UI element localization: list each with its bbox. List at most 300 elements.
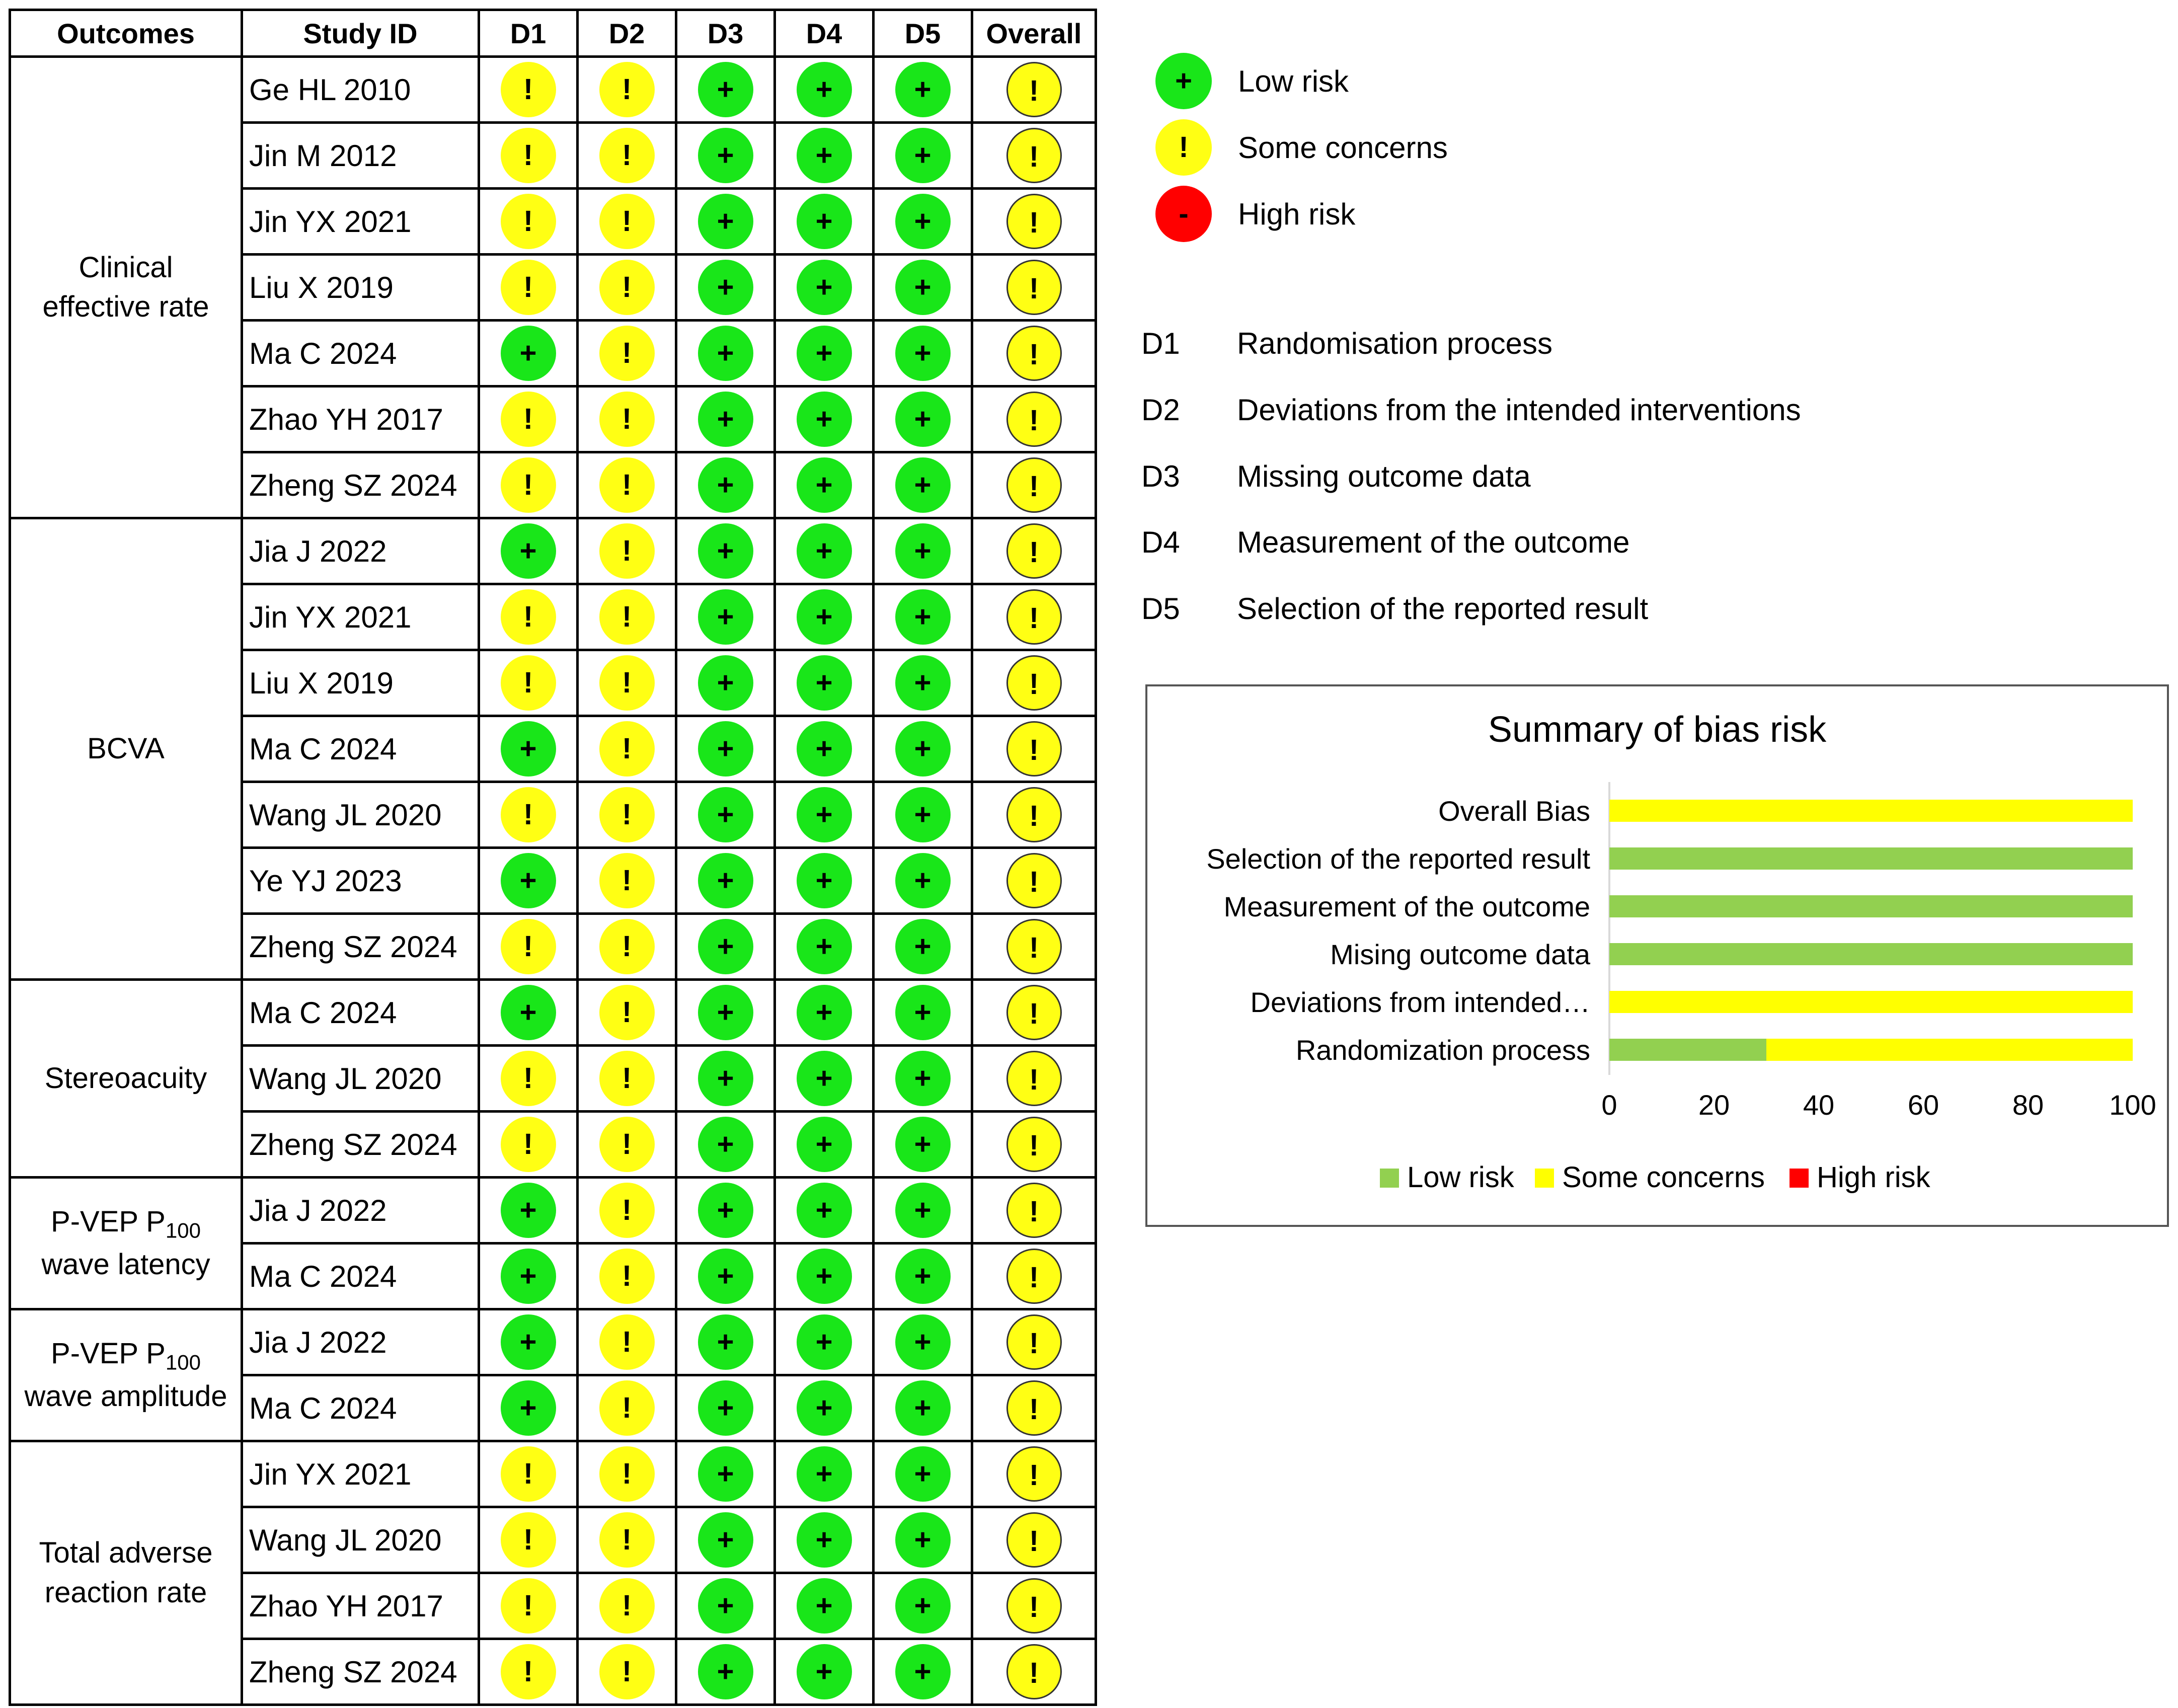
study-id: Ma C 2024 [242,1244,479,1309]
judgement-cell-overall [972,123,1096,189]
bar-segment-low-risk [1609,895,2133,917]
judgement-cell-d2 [578,452,676,518]
header-d5: D5 [874,10,972,57]
category-label: Overall Bias [1438,795,1590,827]
judgement-cell-d4 [775,1441,874,1507]
judgement-cell-d2 [578,1639,676,1705]
outcome-subscript: 100 [165,1350,201,1374]
some-concerns-dot-icon: ! [501,128,556,183]
judgement-cell-d2 [578,1046,676,1112]
some-concerns-dot-icon: ! [501,260,556,315]
some-concerns-dot-icon: ! [599,787,655,842]
judgement-cell-d4 [775,914,874,980]
domain-label: Deviations from the intended interventions [1237,393,1801,427]
low-risk-dot-icon: + [501,1183,556,1238]
judgement-cell-d5 [874,980,972,1046]
judgement-cell-overall [972,386,1096,452]
category-label: Deviations from intended… [1250,986,1590,1018]
judgement-cell-d1 [479,1507,578,1573]
study-id: Ge HL 2010 [242,57,479,123]
judgement-cell-d1 [479,1046,578,1112]
some-concerns-dot-icon: ! [599,1380,655,1436]
some-concerns-dot-icon: ! [1006,1314,1062,1370]
judgement-cell-d4 [775,1375,874,1441]
judgement-cell-d4 [775,189,874,255]
chart-title: Summary of bias risk [1488,710,1827,750]
low-risk-dot-icon: + [698,1446,753,1502]
low-risk-dot-icon: + [797,128,852,183]
low-risk-dot-icon: + [895,721,951,777]
table-header-row [10,10,1096,57]
header-d3: D3 [676,10,775,57]
outcome-label: Clinical effective rate [42,251,209,323]
judgement-cell-overall [972,716,1096,782]
judgement-cell-d3 [676,1639,775,1705]
judgement-cell-d1 [479,1375,578,1441]
low-risk-dot-icon: + [895,787,951,842]
outcome-label: P-VEP P [51,1205,166,1238]
low-risk-dot-icon: + [698,1380,753,1436]
table-row [10,518,1096,584]
low-risk-dot-icon: + [895,523,951,579]
domain-item-d2 [1141,393,1801,427]
some-concerns-dot-icon: ! [1006,787,1062,842]
low-risk-dot-icon: + [698,1512,753,1568]
some-concerns-dot-icon: ! [599,128,655,183]
low-risk-dot-icon: + [797,853,852,908]
some-concerns-dot-icon: ! [501,62,556,117]
judgement-cell-d5 [874,1112,972,1178]
low-risk-dot-icon: + [797,655,852,711]
judgement-cell-d4 [775,1046,874,1112]
low-risk-dot-icon: + [797,1380,852,1436]
bar-segment-low-risk [1609,943,2133,965]
low-risk-dot-icon: + [895,1578,951,1634]
study-id: Liu X 2019 [242,650,479,716]
judgement-cell-d1 [479,782,578,848]
x-tick-label: 60 [1907,1089,1939,1121]
legend-label-low: Low risk [1238,64,1349,98]
domain-label: Randomisation process [1237,327,1552,360]
some-concerns-dot-icon: ! [501,1512,556,1568]
low-risk-dot-icon: + [797,1249,852,1304]
low-risk-dot-icon: + [797,1183,852,1238]
judgement-cell-d4 [775,1309,874,1375]
judgement-cell-d4 [775,386,874,452]
judgement-cell-d3 [676,123,775,189]
some-concerns-dot-icon: ! [501,1644,556,1699]
summary-bar-chart [1147,686,2167,1225]
low-risk-dot-icon: + [797,1644,852,1699]
judgement-cell-d4 [775,980,874,1046]
some-concerns-dot-icon: ! [599,655,655,711]
some-concerns-dot-icon: ! [599,721,655,777]
low-risk-dot-icon: + [797,1446,852,1502]
judgement-cell-d4 [775,584,874,650]
low-risk-dot-icon: + [501,721,556,777]
low-risk-dot-icon: + [698,1249,753,1304]
low-risk-dot-icon: + [895,655,951,711]
legend-swatch [1535,1169,1554,1188]
outcome-cell [10,1309,242,1441]
some-concerns-dot-icon: ! [501,194,556,249]
judgement-cell-d2 [578,321,676,386]
some-concerns-dot-icon: ! [599,1051,655,1106]
legend-label-high: High risk [1238,197,1356,231]
legend-item-some [1155,119,1448,176]
domain-item-d1 [1141,326,1552,361]
low-risk-dot-icon: + [797,523,852,579]
some-concerns-dot-icon: ! [501,1446,556,1502]
low-risk-dot-icon: + [698,523,753,579]
some-concerns-dot-icon: ! [1006,326,1062,381]
some-concerns-dot-icon: ! [501,919,556,974]
domain-label: Selection of the reported result [1237,592,1649,626]
domain-item-d3 [1141,459,1531,494]
outcome-label: Stereoacuity [44,1061,207,1095]
low-risk-dot-icon: + [895,194,951,249]
low-risk-dot-icon: + [797,589,852,645]
low-risk-dot-icon: + [698,985,753,1040]
judgement-cell-overall [972,57,1096,123]
low-risk-dot-icon: + [797,457,852,513]
judgement-cell-d1 [479,848,578,914]
x-tick-label: 20 [1698,1089,1730,1121]
judgement-cell-d4 [775,255,874,321]
judgement-cell-overall [972,1178,1096,1244]
low-risk-dot-icon: + [698,721,753,777]
low-risk-dot-icon: + [895,62,951,117]
low-risk-dot-icon: + [895,1446,951,1502]
judgement-cell-d3 [676,452,775,518]
low-risk-dot-icon: + [698,62,753,117]
some-concerns-dot-icon: ! [1006,260,1062,315]
low-risk-dot-icon: + [501,326,556,381]
low-risk-dot-icon: + [797,919,852,974]
judgement-cell-overall [972,1112,1096,1178]
judgement-cell-d2 [578,1507,676,1573]
some-concerns-dot-icon: ! [501,1117,556,1172]
low-risk-dot-icon: + [698,128,753,183]
low-risk-dot-icon: + [895,1644,951,1699]
judgement-cell-d4 [775,650,874,716]
judgement-cell-d2 [578,123,676,189]
some-concerns-dot-icon: ! [599,62,655,117]
low-risk-dot-icon: + [895,128,951,183]
some-concerns-dot-icon: ! [599,919,655,974]
low-risk-dot-icon: + [501,1249,556,1304]
low-risk-dot-icon: + [895,457,951,513]
some-concerns-dot-icon: ! [599,853,655,908]
low-risk-dot-icon: + [698,1578,753,1634]
study-id: Jia J 2022 [242,1178,479,1244]
judgement-cell-overall [972,1244,1096,1309]
judgement-cell-d3 [676,1046,775,1112]
some-concerns-dot-icon: ! [1006,1446,1062,1502]
judgement-cell-overall [972,1046,1096,1112]
judgement-cell-d1 [479,1639,578,1705]
outcome-cell [10,518,242,980]
outcome-cell [10,57,242,518]
some-concerns-dot-icon: ! [1006,1249,1062,1304]
judgement-cell-d1 [479,1244,578,1309]
low-risk-dot-icon: + [698,457,753,513]
judgement-cell-overall [972,782,1096,848]
judgement-cell-d2 [578,386,676,452]
low-risk-dot-icon: + [895,919,951,974]
judgement-cell-d3 [676,848,775,914]
judgement-cell-d1 [479,716,578,782]
some-concerns-dot-icon: ! [1006,1644,1062,1699]
some-concerns-dot-icon: ! [501,787,556,842]
outcome-label: Total adverse reaction rate [39,1536,213,1609]
low-risk-dot-icon: + [698,919,753,974]
some-concerns-dot-icon: ! [1006,1051,1062,1106]
judgement-cell-d5 [874,123,972,189]
judgement-cell-d1 [479,980,578,1046]
domain-code: D4 [1141,525,1180,559]
table-row [10,1441,1096,1507]
low-risk-dot-icon: + [797,1314,852,1370]
low-risk-dot-icon: + [895,260,951,315]
judgement-cell-d5 [874,848,972,914]
low-risk-dot-icon: + [797,62,852,117]
judgement-cell-d5 [874,57,972,123]
domain-item-d5 [1141,591,1648,626]
low-risk-dot-icon: + [895,1249,951,1304]
low-risk-dot-icon: + [698,1644,753,1699]
some-concerns-dot-icon: ! [1006,128,1062,183]
low-risk-dot-icon: + [698,1314,753,1370]
judgement-cell-d1 [479,1309,578,1375]
some-concerns-dot-icon: ! [1006,589,1062,645]
study-id: Wang JL 2020 [242,1046,479,1112]
judgement-cell-d2 [578,1112,676,1178]
judgement-cell-d2 [578,980,676,1046]
low-risk-dot-icon: + [895,1314,951,1370]
judgement-cell-d5 [874,1375,972,1441]
low-risk-dot-icon: + [797,1051,852,1106]
some-concerns-dot-icon: ! [1006,1117,1062,1172]
judgement-cell-d2 [578,914,676,980]
judgement-cell-d5 [874,189,972,255]
judgement-cell-d3 [676,518,775,584]
outcome-label-line2: wave amplitude [24,1379,227,1413]
legend-label: High risk [1817,1161,1930,1194]
judgement-cell-d1 [479,123,578,189]
outcome-label: BCVA [87,732,165,765]
judgement-cell-overall [972,321,1096,386]
judgement-cell-d2 [578,189,676,255]
low-risk-dot-icon: + [698,853,753,908]
some-concerns-dot-icon: ! [599,326,655,381]
judgement-cell-d5 [874,1639,972,1705]
some-concerns-dot-icon: ! [1006,62,1062,117]
judgement-cell-d4 [775,1178,874,1244]
outcome-label: P-VEP P [51,1337,166,1370]
judgement-cell-d4 [775,1639,874,1705]
study-id: Ma C 2024 [242,321,479,386]
study-id: Liu X 2019 [242,255,479,321]
category-label: Randomization process [1295,1034,1590,1066]
legend-item-high [1155,186,1355,242]
header-d2: D2 [578,10,676,57]
some-concerns-dot-icon: ! [599,1644,655,1699]
header-study-id: Study ID [242,10,479,57]
header-outcomes: Outcomes [10,10,242,57]
some-concerns-dot-icon: ! [599,1249,655,1304]
judgement-cell-overall [972,1441,1096,1507]
some-concerns-dot-icon: ! [1006,523,1062,579]
low-risk-dot-icon: + [698,589,753,645]
header-d4: D4 [775,10,874,57]
judgement-cell-d1 [479,1178,578,1244]
judgement-cell-d2 [578,584,676,650]
judgement-cell-overall [972,452,1096,518]
domain-code: D5 [1141,592,1180,626]
judgement-cell-d2 [578,1573,676,1639]
study-id: Zhao YH 2017 [242,386,479,452]
legend-label: Low risk [1407,1161,1514,1194]
judgement-cell-d3 [676,650,775,716]
domain-code: D2 [1141,393,1180,427]
study-id: Zheng SZ 2024 [242,452,479,518]
judgement-cell-d3 [676,1309,775,1375]
table-row [10,57,1096,123]
low-risk-dot-icon: + [797,326,852,381]
judgement-cell-d3 [676,386,775,452]
some-concerns-dot-icon: ! [1006,1183,1062,1238]
study-id: Ma C 2024 [242,1375,479,1441]
x-tick-label: 0 [1601,1089,1617,1121]
low-risk-dot-icon: + [895,1183,951,1238]
low-risk-dot-icon: + [895,1051,951,1106]
study-id: Zheng SZ 2024 [242,1639,479,1705]
some-concerns-dot-icon: ! [599,260,655,315]
judgement-cell-d1 [479,452,578,518]
judgement-cell-d4 [775,321,874,386]
header-overall: Overall [972,10,1096,57]
judgement-cell-d3 [676,914,775,980]
some-concerns-dot-icon: ! [599,457,655,513]
study-id: Jia J 2022 [242,518,479,584]
judgement-cell-d1 [479,255,578,321]
study-id: Jin YX 2021 [242,584,479,650]
judgement-cell-d5 [874,452,972,518]
judgement-cell-overall [972,518,1096,584]
judgement-cell-d1 [479,57,578,123]
judgement-cell-overall [972,1309,1096,1375]
study-id: Jin M 2012 [242,123,479,189]
high-risk-dot-icon: - [1155,186,1212,242]
judgement-cell-d5 [874,1507,972,1573]
study-id: Zheng SZ 2024 [242,1112,479,1178]
domain-label: Measurement of the outcome [1237,525,1630,559]
x-tick-label: 80 [2012,1089,2044,1121]
header-d1: D1 [479,10,578,57]
low-risk-dot-icon: + [698,1183,753,1238]
low-risk-dot-icon: + [797,194,852,249]
judgement-cell-d4 [775,782,874,848]
judgement-cell-overall [972,584,1096,650]
judgement-cell-d1 [479,650,578,716]
study-id: Jin YX 2021 [242,189,479,255]
judgement-cell-d1 [479,386,578,452]
judgement-cell-d4 [775,452,874,518]
some-concerns-dot-icon: ! [501,589,556,645]
judgement-cell-d3 [676,716,775,782]
study-id: Wang JL 2020 [242,782,479,848]
low-risk-dot-icon: + [895,985,951,1040]
judgement-cell-d3 [676,782,775,848]
judgement-cell-d3 [676,1244,775,1309]
some-concerns-dot-icon: ! [501,655,556,711]
some-concerns-dot-icon: ! [599,194,655,249]
some-concerns-dot-icon: ! [599,1183,655,1238]
some-concerns-dot-icon: ! [599,392,655,447]
outcome-label-line2: wave latency [41,1248,210,1281]
low-risk-dot-icon: + [797,1512,852,1568]
judgement-cell-d3 [676,584,775,650]
low-risk-dot-icon: + [895,589,951,645]
judgement-cell-overall [972,189,1096,255]
judgement-cell-d3 [676,980,775,1046]
some-concerns-dot-icon: ! [1006,655,1062,711]
some-concerns-dot-icon: ! [1006,392,1062,447]
judgement-cell-overall [972,1639,1096,1705]
judgement-cell-d4 [775,57,874,123]
judgement-cell-d3 [676,1573,775,1639]
low-risk-dot-icon: + [698,787,753,842]
some-concerns-dot-icon: ! [599,1446,655,1502]
some-concerns-dot-icon: ! [599,1117,655,1172]
low-risk-dot-icon: + [797,985,852,1040]
judgement-cell-d5 [874,650,972,716]
low-risk-dot-icon: + [501,523,556,579]
judgement-cell-d2 [578,1441,676,1507]
study-id: Ma C 2024 [242,716,479,782]
judgement-cell-d3 [676,321,775,386]
domain-item-d4 [1141,525,1629,560]
low-risk-dot-icon: + [501,1380,556,1436]
study-id: Zheng SZ 2024 [242,914,479,980]
study-id: Wang JL 2020 [242,1507,479,1573]
legend-swatch [1380,1169,1399,1188]
judgement-cell-d2 [578,1244,676,1309]
outcome-cell [10,980,242,1178]
judgement-cell-d2 [578,782,676,848]
judgement-cell-overall [972,255,1096,321]
some-concerns-dot-icon: ! [1006,457,1062,513]
judgement-cell-d5 [874,386,972,452]
domain-code: D3 [1141,459,1180,493]
judgement-cell-d5 [874,584,972,650]
outcome-subscript: 100 [165,1218,201,1243]
judgement-cell-d4 [775,518,874,584]
legend-item-low [1155,53,1349,109]
judgement-cell-overall [972,650,1096,716]
judgement-cell-d2 [578,716,676,782]
some-concerns-dot-icon: ! [599,589,655,645]
judgement-cell-d3 [676,1375,775,1441]
judgement-cell-d1 [479,1573,578,1639]
x-tick-label: 40 [1803,1089,1835,1121]
some-concerns-dot-icon: ! [599,1512,655,1568]
low-risk-dot-icon: + [501,985,556,1040]
some-concerns-dot-icon: ! [1006,1578,1062,1634]
judgement-cell-d5 [874,518,972,584]
some-concerns-dot-icon: ! [1006,721,1062,777]
